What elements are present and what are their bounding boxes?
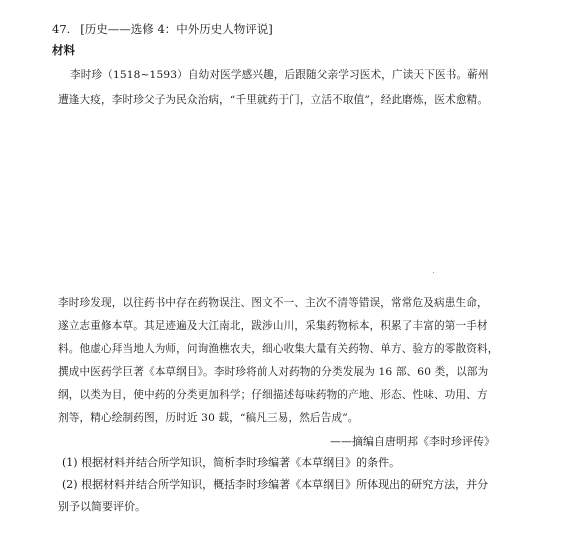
question-number: 47. <box>52 22 71 36</box>
paragraph2-line3: 料。他虚心拜当地人为师，问询渔樵农夫，细心收集大量有关药物、单方、验方的零散资料， <box>58 343 499 355</box>
paragraph2-line5: 纲，以类为目，使中药的分类更加科学；仔细描述每味药物的产地、形态、性味、功用、方 <box>58 389 488 401</box>
paragraph2-line2: 遂立志重修本草。其足迹遍及大江南北，跋涉山川，采集药物标本，积累了丰富的第一手材 <box>58 320 488 332</box>
scan-speck <box>433 272 434 273</box>
paragraph1-line1: 李时珍（1518~1593）自幼对医学感兴趣，后跟随父亲学习医术，广读天下医书。蕲州 <box>70 69 489 81</box>
paragraph2-line6: 剂等，精心绘制药图，历时近 30 载，“稿凡三易，然后告成”。 <box>58 412 359 424</box>
material-label: 材料 <box>52 43 75 57</box>
sub-question-1: (1) 根据材料并结合所学知识，简析李时珍编著《本草纲目》的条件。 <box>62 456 401 469</box>
paragraph1-line2: 遭逢大疫，李时珍父子为民众治病，“千里就药于门，立活不取值”，经此磨炼，医术愈精。 <box>58 94 489 106</box>
sub-question-2-line2: 别予以简要评价。 <box>58 500 146 513</box>
paragraph2-line1: 李时珍发现，以往药书中存在药物误注、图文不一、主次不清等错误，常常危及病患生命， <box>58 297 488 309</box>
source-citation: ——摘编自唐明邦《李时珍评传》 <box>330 435 495 448</box>
sub-question-2-line1: (2) 根据材料并结合所学知识，概括李时珍编著《本草纲目》所体现出的研究方法，并分 <box>62 478 489 491</box>
question-title: [历史——选修 4：中外历史人物评说] <box>80 22 273 36</box>
question-header <box>52 22 273 36</box>
paragraph2-line4: 撰成中医药学巨著《本草纲目》。李时珍将前人对药物的分类发展为 16 部、60 类，以部为 <box>58 366 489 378</box>
